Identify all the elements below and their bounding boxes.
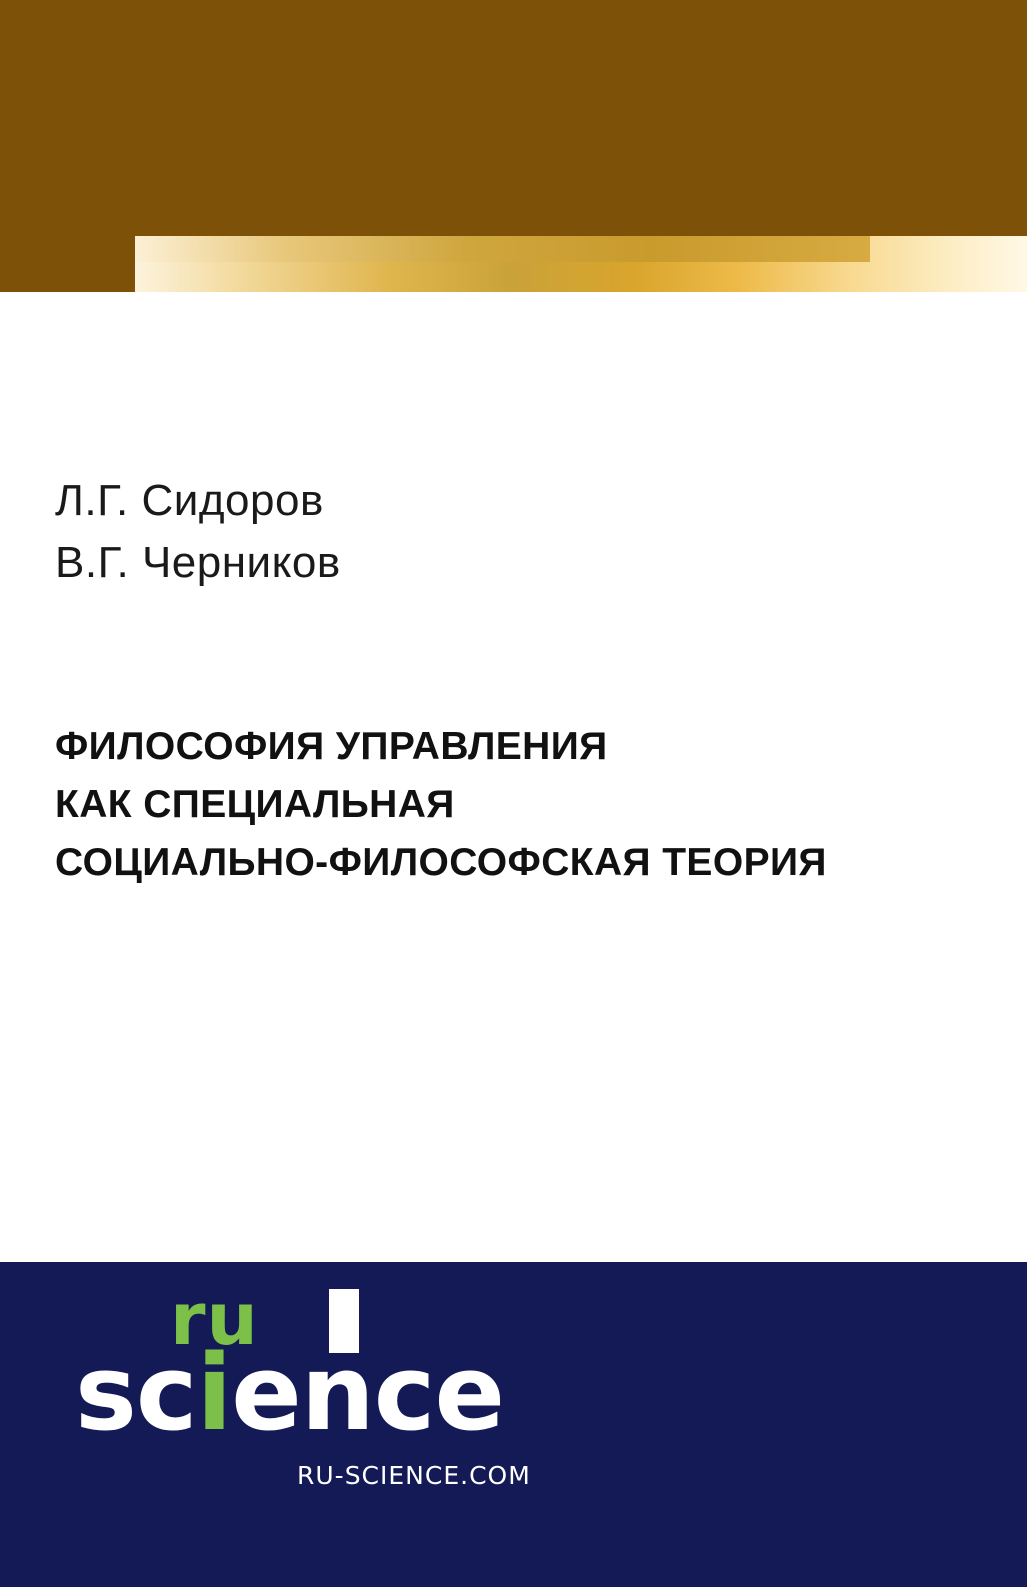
book-title	[55, 718, 955, 892]
publisher-logo-ru: ru	[170, 1277, 259, 1361]
author-name-1: Л.Г. Сидоров	[55, 476, 324, 525]
title-line-1: ФИЛОСОФИЯ УПРАВЛЕНИЯ	[55, 725, 608, 768]
title-line-2: КАК СПЕЦИАЛЬНАЯ	[55, 783, 455, 826]
publisher-logo-i: i	[196, 1332, 232, 1454]
top-brown-band	[0, 0, 1027, 292]
publisher-logo-sc: sc	[75, 1332, 197, 1454]
publisher-logo-ence: ence	[231, 1332, 504, 1454]
gold-gradient-stripe-inner	[135, 236, 870, 262]
author-name-2: В.Г. Черников	[55, 538, 341, 587]
publisher-logo-science	[75, 1332, 504, 1454]
publisher-url: RU-SCIENCE.COM	[297, 1461, 531, 1490]
publisher-logo	[75, 1277, 535, 1513]
authors-block	[55, 470, 855, 594]
title-line-3: СОЦИАЛЬНО-ФИЛОСОФСКАЯ ТЕОРИЯ	[55, 841, 827, 884]
